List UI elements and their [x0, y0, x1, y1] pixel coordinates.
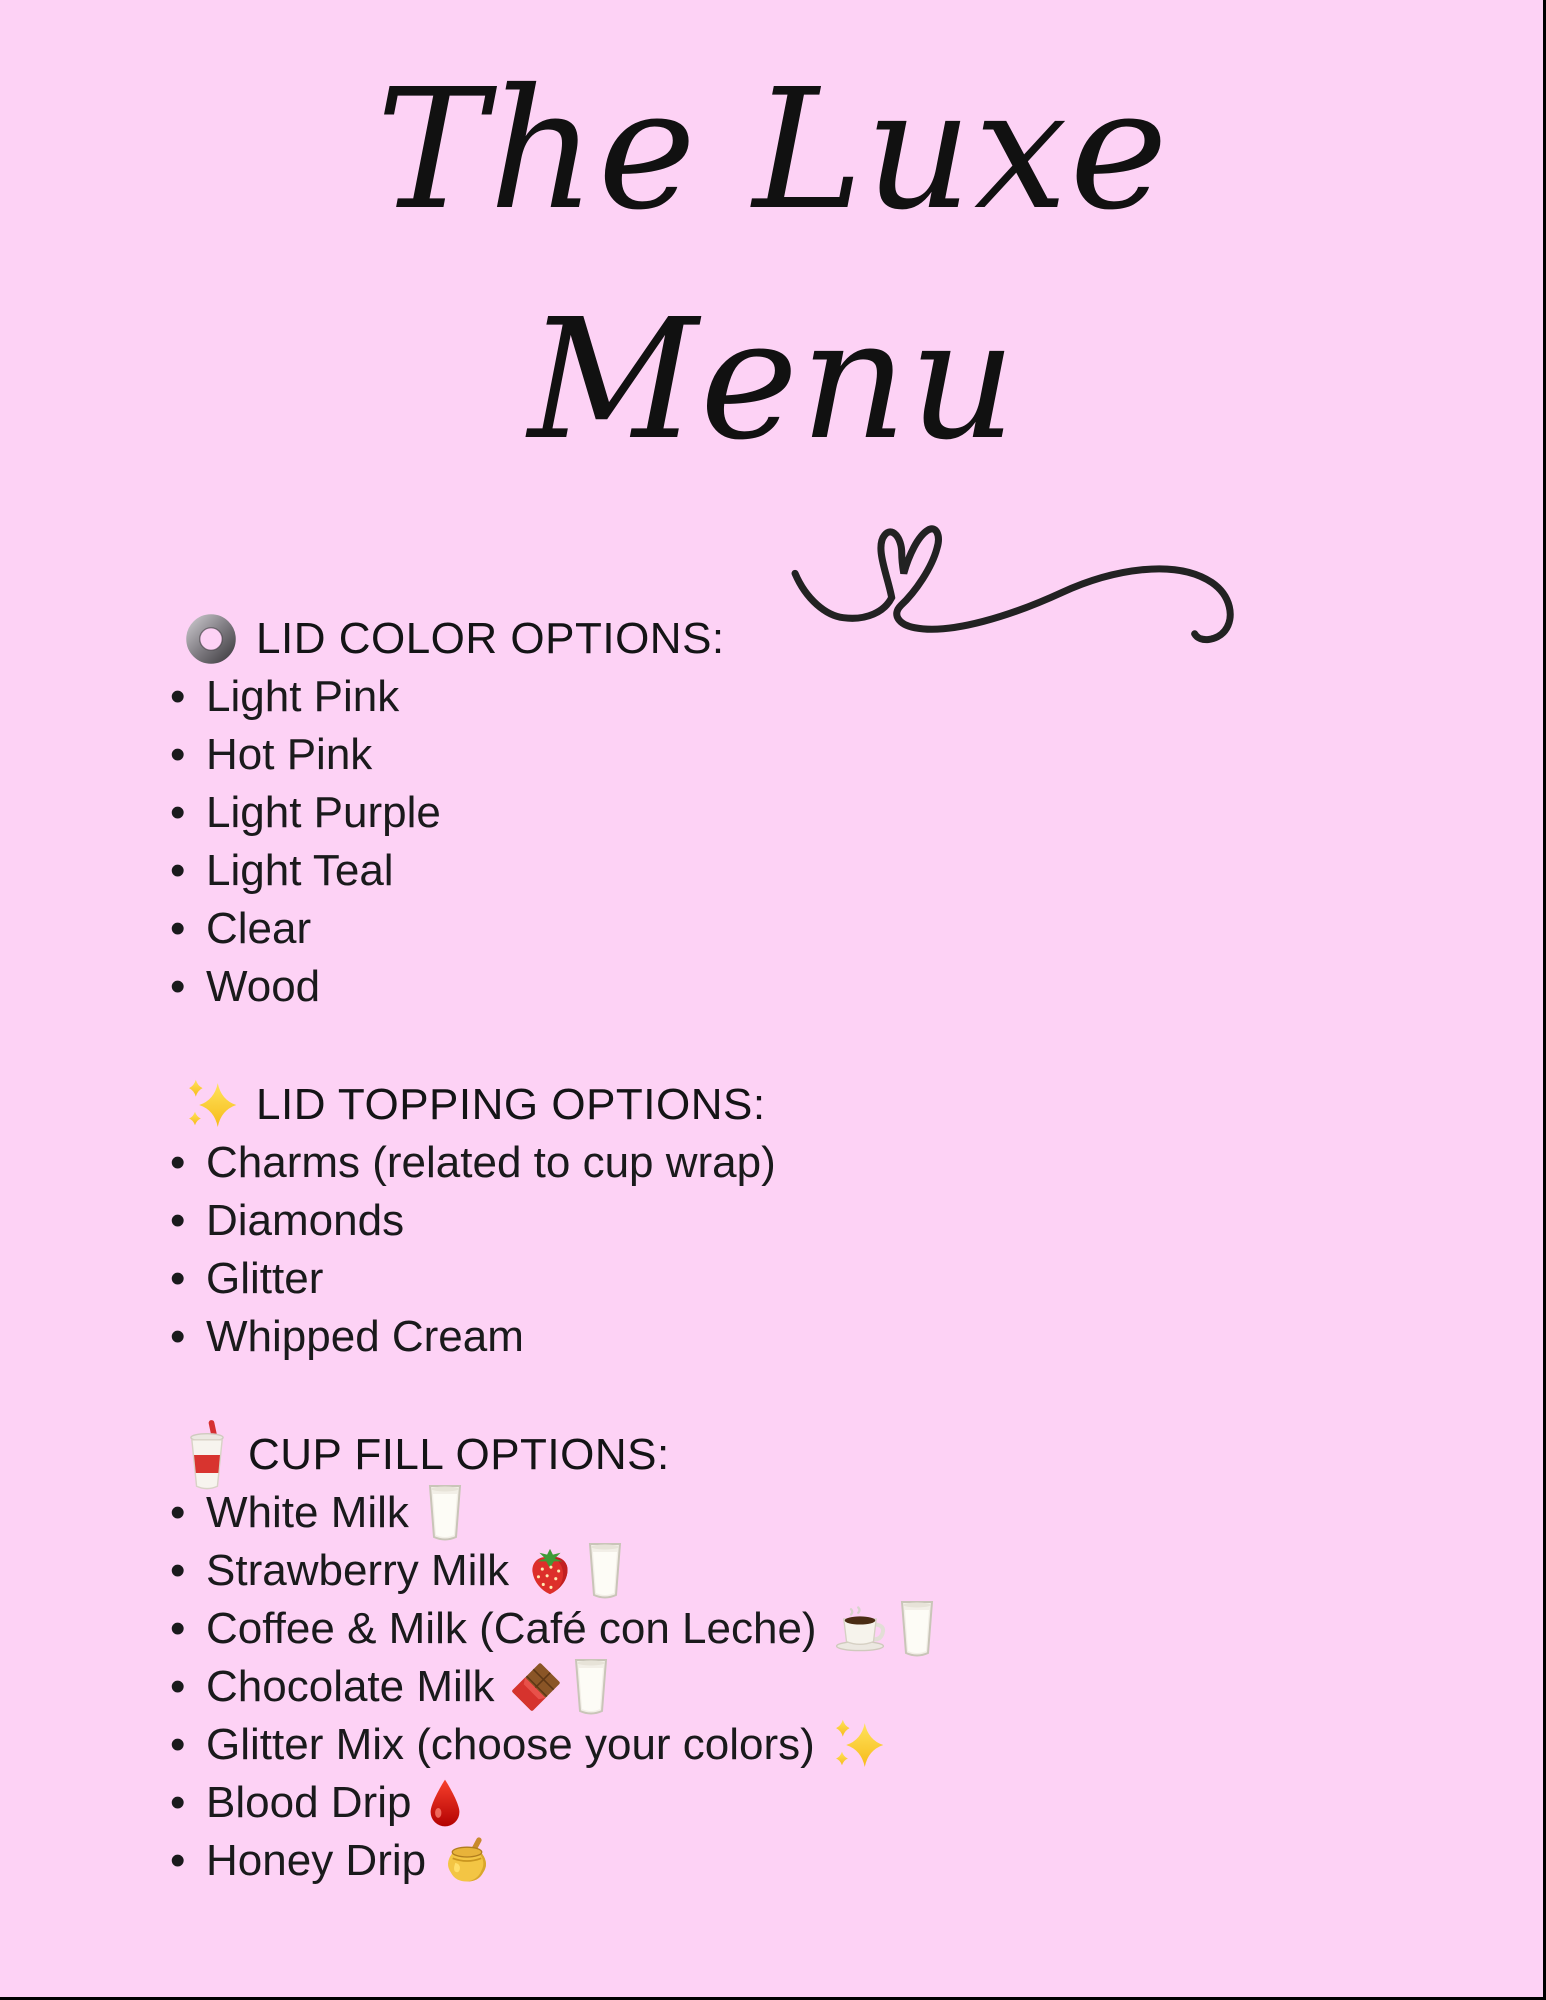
list-item — [170, 842, 1420, 900]
section-heading-lid-color — [170, 610, 1420, 668]
item-label: Whipped Cream — [206, 1312, 524, 1361]
list-item — [170, 784, 1420, 842]
bullet: • — [170, 1662, 186, 1711]
milk-glass-icon — [897, 1600, 937, 1658]
list-item — [170, 1308, 1420, 1366]
list-item — [170, 1716, 1420, 1774]
item-label: Hot Pink — [206, 730, 373, 779]
lid-ring-icon — [184, 612, 238, 666]
list-item — [170, 668, 1420, 726]
honey-pot-icon — [442, 1835, 492, 1887]
bullet: • — [170, 1138, 186, 1187]
item-label: Strawberry Milk — [206, 1546, 510, 1595]
bullet: • — [170, 1196, 186, 1245]
item-label: Blood Drip — [206, 1778, 412, 1827]
milk-glass-icon — [571, 1658, 611, 1716]
list-item — [170, 1600, 1420, 1658]
bullet: • — [170, 730, 186, 779]
chocolate-bar-icon — [511, 1662, 561, 1712]
bullet: • — [170, 1312, 186, 1361]
cup-with-straw-icon — [184, 1419, 230, 1491]
bullet: • — [170, 962, 186, 1011]
section-heading-label: LID TOPPING OPTIONS: — [256, 1080, 766, 1129]
item-label: Wood — [206, 962, 321, 1011]
bullet: • — [170, 1546, 186, 1595]
list-item — [170, 1192, 1420, 1250]
list-item — [170, 1774, 1420, 1832]
item-label: Light Purple — [206, 788, 441, 837]
bullet: • — [170, 672, 186, 721]
item-label: Light Teal — [206, 846, 394, 895]
bullet: • — [170, 788, 186, 837]
list-item — [170, 1542, 1420, 1600]
section-lid-topping — [170, 1076, 1420, 1366]
list-item — [170, 1484, 1420, 1542]
list-item — [170, 1134, 1420, 1192]
section-heading-lid-topping — [170, 1076, 1420, 1134]
coffee-cup-icon — [833, 1606, 887, 1652]
list-item — [170, 1832, 1420, 1890]
item-label: Honey Drip — [206, 1836, 427, 1885]
item-label: Clear — [206, 904, 312, 953]
list-item — [170, 900, 1420, 958]
item-label: Chocolate Milk — [206, 1662, 495, 1711]
bullet: • — [170, 1720, 186, 1769]
item-label: Light Pink — [206, 672, 400, 721]
list-item — [170, 1658, 1420, 1716]
bullet: • — [170, 846, 186, 895]
item-label: Charms (related to cup wrap) — [206, 1138, 776, 1187]
milk-glass-icon — [425, 1484, 465, 1542]
bullet: • — [170, 1778, 186, 1827]
bullet: • — [170, 1254, 186, 1303]
item-label: White Milk — [206, 1488, 409, 1537]
section-lid-color — [170, 610, 1420, 1016]
strawberry-icon — [525, 1546, 575, 1596]
item-label: Diamonds — [206, 1196, 405, 1245]
item-label: Glitter Mix (choose your colors) — [206, 1720, 815, 1769]
milk-glass-icon — [585, 1542, 625, 1600]
section-heading-label: CUP FILL OPTIONS: — [248, 1430, 670, 1479]
list-item — [170, 958, 1420, 1016]
sparkles-icon — [184, 1078, 238, 1132]
list-item — [170, 726, 1420, 784]
menu-sections — [170, 610, 1420, 1890]
page-title-line1: The Luxe — [376, 54, 1170, 247]
bullet: • — [170, 904, 186, 953]
bullet: • — [170, 1488, 186, 1537]
list-item — [170, 1250, 1420, 1308]
item-label: Coffee & Milk (Café con Leche) — [206, 1604, 817, 1653]
blood-drop-icon — [427, 1777, 463, 1829]
bullet: • — [170, 1836, 186, 1885]
lid-topping-list — [170, 1134, 1420, 1366]
item-label: Glitter — [206, 1254, 324, 1303]
section-heading-cup-fill — [170, 1426, 1420, 1484]
cup-fill-list — [170, 1484, 1420, 1890]
lid-color-list — [170, 668, 1420, 1016]
bullet: • — [170, 1604, 186, 1653]
sparkles-icon — [831, 1718, 885, 1772]
section-heading-label: LID COLOR OPTIONS: — [256, 614, 725, 663]
page-title-line2: Menu — [527, 284, 1019, 477]
section-cup-fill — [170, 1426, 1420, 1890]
